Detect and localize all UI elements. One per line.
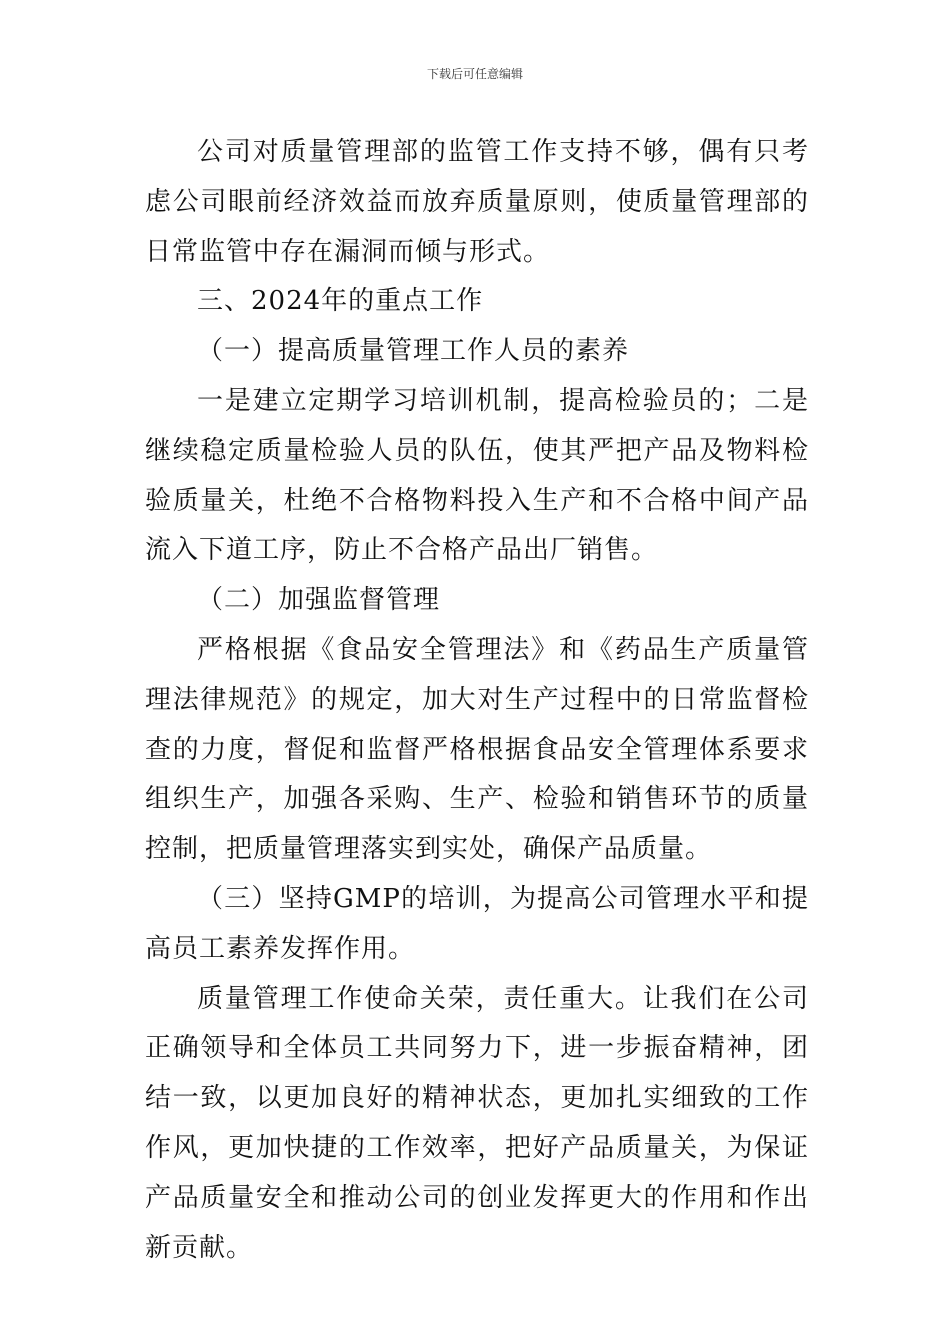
paragraph-gmp-training: （三）坚持GMP的培训，为提高公司管理水平和提高员工素养发挥作用。 <box>145 883 809 964</box>
subheading-staff-quality: （一）提高质量管理工作人员的素养 <box>197 336 630 367</box>
section-heading-key-work: 三、2024年的重点工作 <box>197 286 484 317</box>
subheading-supervision: （二）加强监督管理 <box>197 585 441 616</box>
page-header: 下载后可任意编辑 <box>426 67 523 81</box>
document-body <box>145 128 809 1273</box>
paragraph-training-mechanism: 一是建立定期学习培训机制，提高检验员的；二是继续稳定质量检验人员的队伍，使其严把产品及物料检验质量关，杜绝不合格物料投入生产和不合格中间产品流入下道工序，防止不合格产品出厂销售。 <box>145 385 809 566</box>
paragraph-supervision-regulation: 严格根据《食品安全管理法》和《药品生产质量管理法律规范》的规定，加大对生产过程中的日常监督检查的力度，督促和监督严格根据食品安全管理体系要求组织生产，加强各采购、生产、检验和销售环节的质量控制，把质量管理落实到实处，确保产品质量。 <box>145 634 809 865</box>
paragraph-supervision-issue: 公司对质量管理部的监管工作支持不够，偶有只考虑公司眼前经济效益而放弃质量原则，使质量管理部的日常监管中存在漏洞而倾与形式。 <box>145 137 809 267</box>
paragraph-conclusion: 质量管理工作使命关荣，责任重大。让我们在公司正确领导和全体员工共同努力下，进一步振奋精神，团结一致，以更加良好的精神状态，更加扎实细致的工作作风，更加快捷的工作效率，把好产品质量关，为保证产品质量安全和推动公司的创业发挥更大的作用和作出新贡献。 <box>145 983 809 1263</box>
